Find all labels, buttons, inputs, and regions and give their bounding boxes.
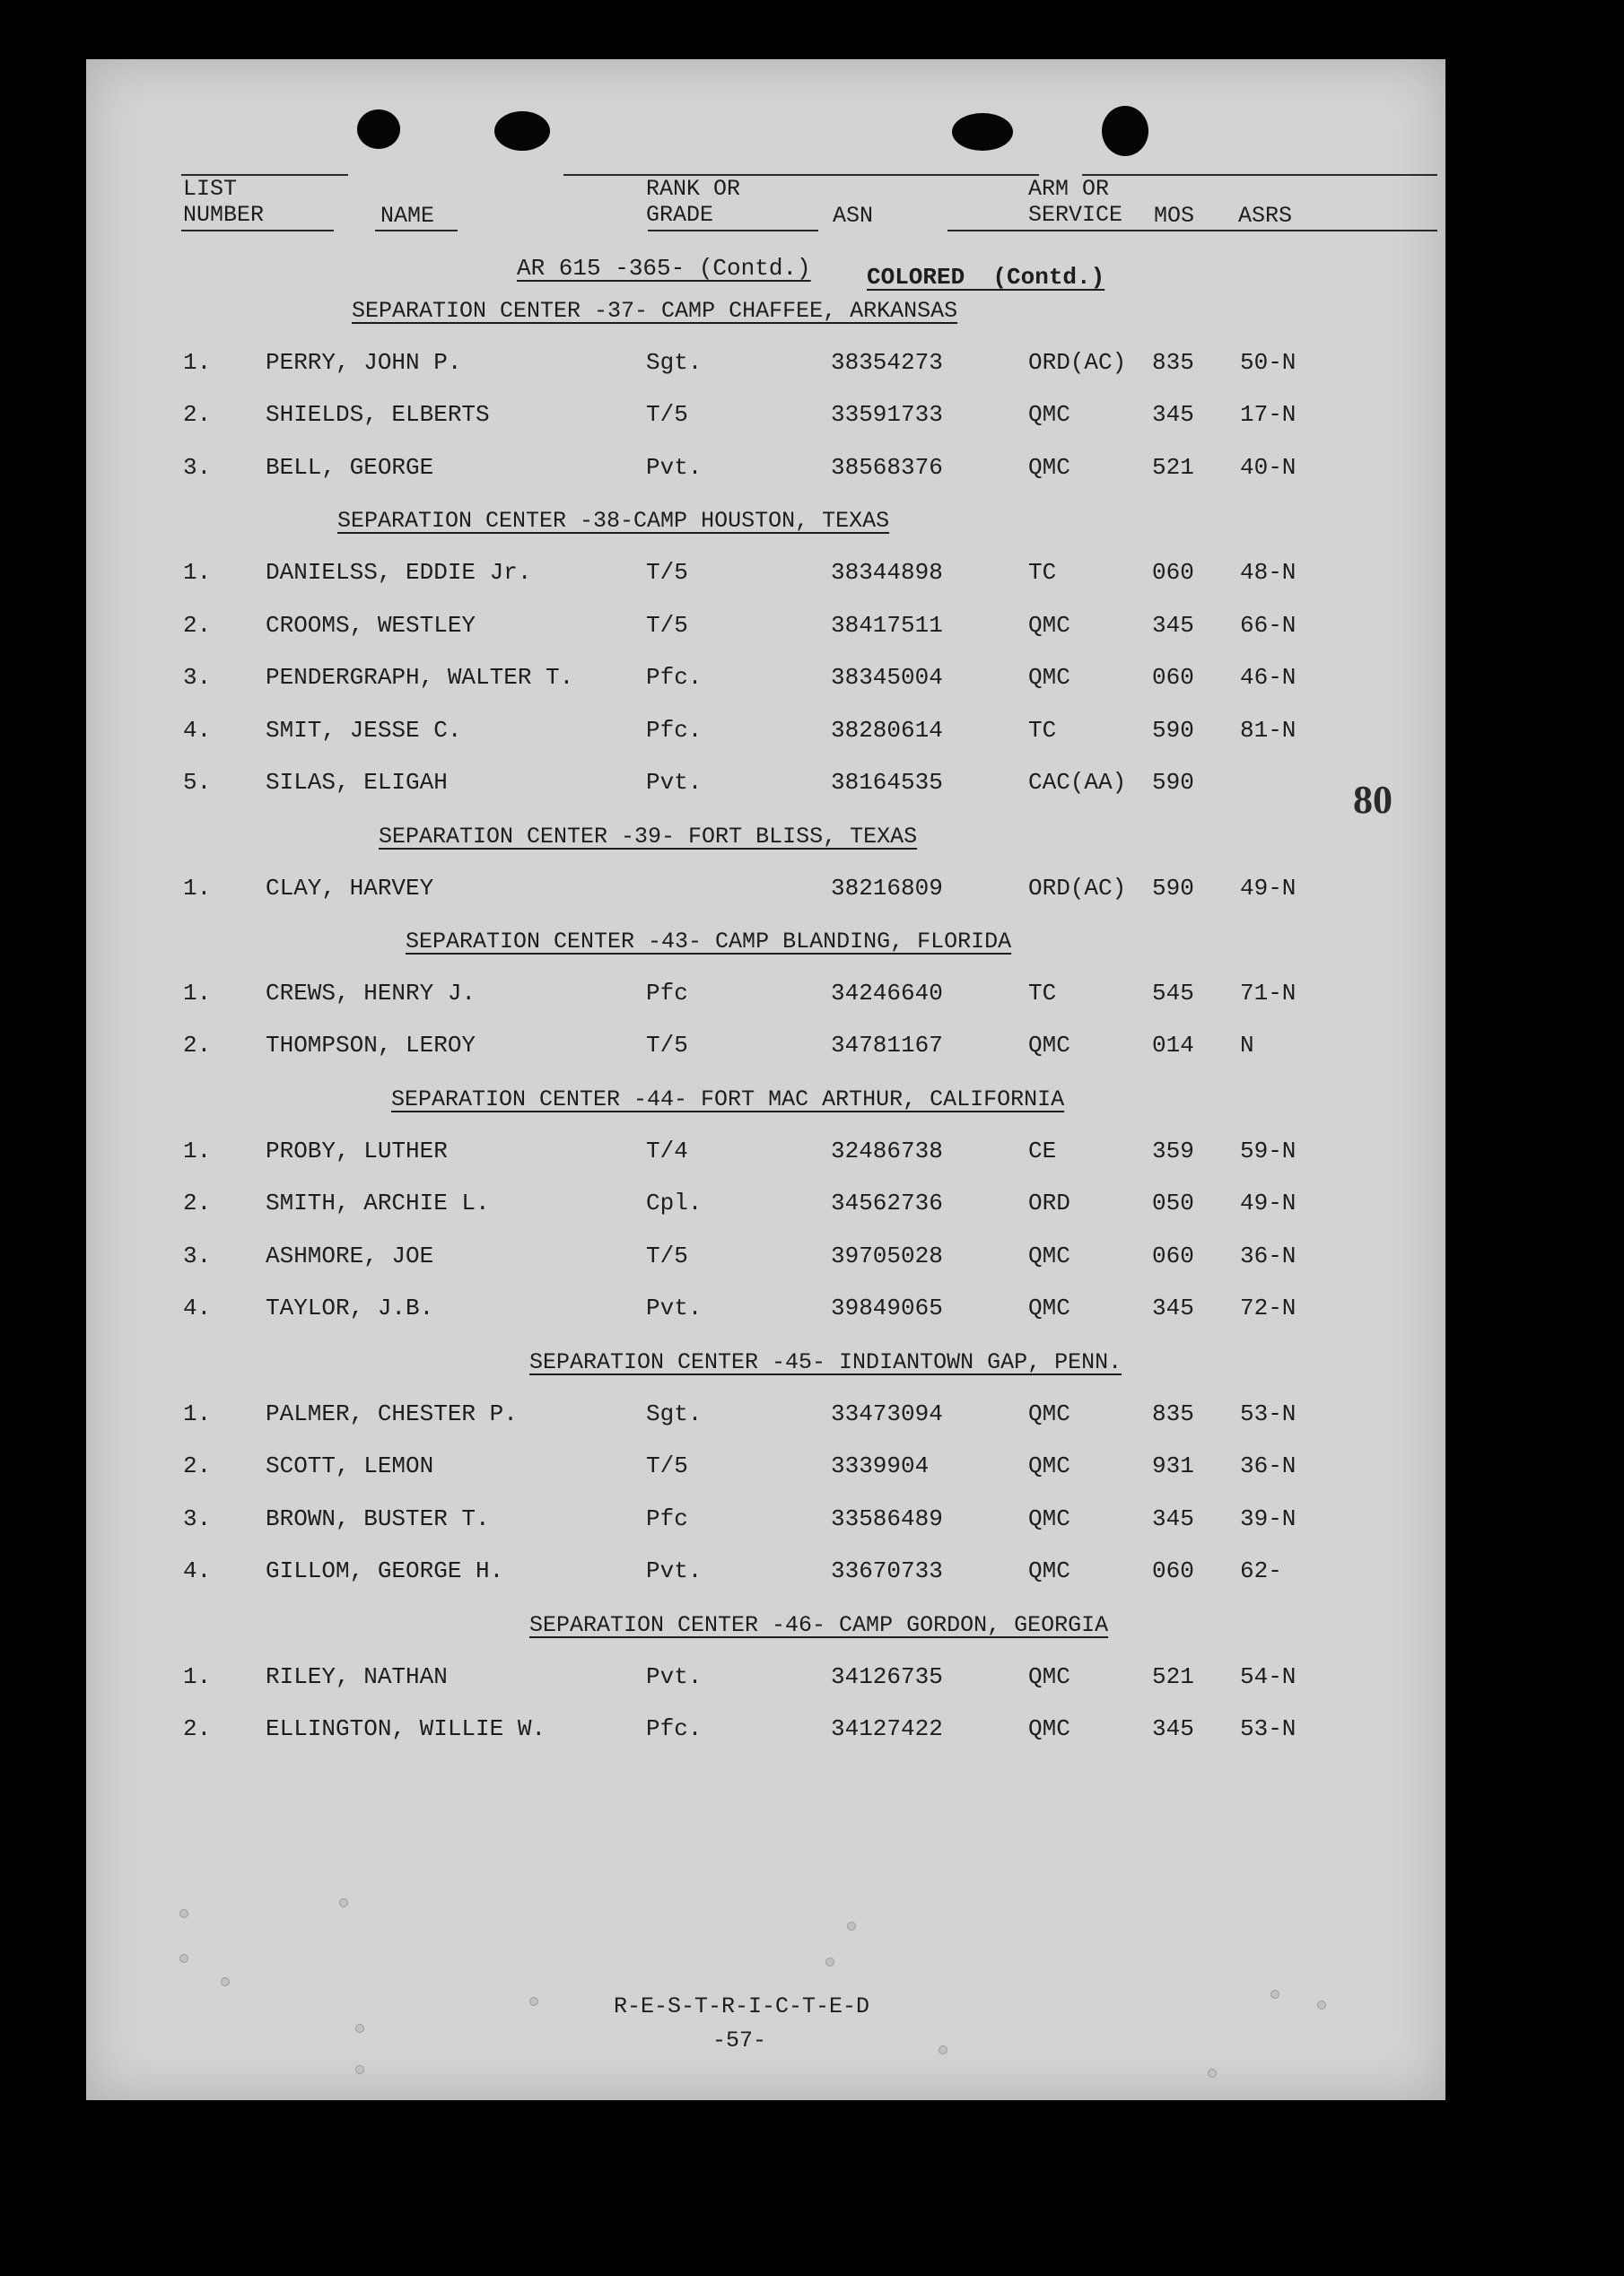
cell-rank: Pfc	[646, 1504, 688, 1532]
cell-asn: 32486738	[831, 1137, 943, 1164]
column-header-name: NAME	[380, 203, 435, 229]
cell-asrs: 40-N	[1240, 453, 1297, 481]
cell-num: 2.	[183, 611, 212, 639]
separation-center-heading: SEPARATION CENTER -45- INDIANTOWN GAP, PENN.	[529, 1349, 1122, 1375]
cell-asrs: 72-N	[1240, 1295, 1297, 1322]
cell-name: TAYLOR, J.B.	[266, 1295, 434, 1322]
cell-rank: T/4	[646, 1137, 688, 1164]
cell-asn: 34781167	[831, 1032, 943, 1060]
cell-mos: 931	[1152, 1452, 1194, 1480]
punch-hole	[357, 109, 400, 149]
cell-num: 2.	[183, 1715, 212, 1743]
cell-arm: TC	[1028, 559, 1057, 586]
header-rule	[375, 230, 458, 231]
cell-name: ELLINGTON, WILLIE W.	[266, 1715, 546, 1743]
cell-asn: 38345004	[831, 664, 943, 692]
cell-asrs: 53-N	[1240, 1400, 1297, 1427]
cell-mos: 590	[1152, 769, 1194, 797]
header-rule	[947, 230, 1437, 231]
cell-rank: Pvt.	[646, 1662, 703, 1690]
punch-hole	[952, 113, 1013, 151]
cell-name: BELL, GEORGE	[266, 453, 434, 481]
cell-rank: T/5	[646, 1032, 688, 1060]
cell-asn: 33670733	[831, 1557, 943, 1585]
paper-speck	[355, 2065, 364, 2074]
cell-asrs: 36-N	[1240, 1452, 1297, 1480]
cell-asn: 38568376	[831, 453, 943, 481]
cell-asn: 38344898	[831, 559, 943, 586]
separation-center-heading: SEPARATION CENTER -39- FORT BLISS, TEXAS	[379, 824, 918, 850]
page-number: -57-	[712, 2027, 767, 2054]
cell-arm: QMC	[1028, 1557, 1070, 1585]
cell-num: 3.	[183, 1504, 212, 1532]
cell-rank: T/5	[646, 1452, 688, 1480]
cell-name: PALMER, CHESTER P.	[266, 1400, 518, 1427]
cell-arm: ORD(AC)	[1028, 348, 1127, 376]
separation-center-heading: SEPARATION CENTER -38-CAMP HOUSTON, TEXAS	[337, 508, 890, 535]
cell-num: 1.	[183, 559, 212, 586]
cell-arm: QMC	[1028, 1662, 1070, 1690]
header-rule	[1082, 174, 1437, 176]
cell-name: CREWS, HENRY J.	[266, 979, 476, 1007]
cell-asrs: 54-N	[1240, 1662, 1297, 1690]
cell-asrs: 53-N	[1240, 1715, 1297, 1743]
cell-mos: 835	[1152, 1400, 1194, 1427]
cell-name: PERRY, JOHN P.	[266, 348, 462, 376]
cell-num: 1.	[183, 1400, 212, 1427]
column-header-list-number: LIST NUMBER	[183, 176, 265, 228]
cell-name: ASHMORE, JOE	[266, 1242, 434, 1269]
cell-asn: 33586489	[831, 1504, 943, 1532]
cell-name: PENDERGRAPH, WALTER T.	[266, 664, 574, 692]
paper-speck	[825, 1958, 834, 1966]
cell-asn: 34127422	[831, 1715, 943, 1743]
column-header-mos: MOS	[1154, 203, 1195, 229]
column-header-asn: ASN	[833, 203, 874, 229]
cell-arm: QMC	[1028, 1400, 1070, 1427]
cell-asrs: 36-N	[1240, 1242, 1297, 1269]
cell-mos: 345	[1152, 1295, 1194, 1322]
cell-rank: Pfc	[646, 979, 688, 1007]
cell-asrs: 59-N	[1240, 1137, 1297, 1164]
cell-arm: CAC(AA)	[1028, 769, 1127, 797]
cell-arm: QMC	[1028, 1242, 1070, 1269]
cell-num: 4.	[183, 1295, 212, 1322]
group-title: COLORED (Contd.)	[867, 264, 1105, 291]
cell-name: CROOMS, WESTLEY	[266, 611, 476, 639]
cell-mos: 345	[1152, 1504, 1194, 1532]
cell-asn: 33473094	[831, 1400, 943, 1427]
cell-arm: QMC	[1028, 1032, 1070, 1060]
separation-center-heading: SEPARATION CENTER -43- CAMP BLANDING, FLORIDA	[406, 929, 1012, 955]
cell-asrs: 62-	[1240, 1557, 1282, 1585]
margin-number: 80	[1353, 778, 1393, 822]
cell-rank: Pfc.	[646, 716, 703, 744]
cell-arm: QMC	[1028, 611, 1070, 639]
header-rule	[563, 174, 1039, 176]
cell-arm: QMC	[1028, 1504, 1070, 1532]
cell-rank: Sgt.	[646, 348, 703, 376]
cell-num: 4.	[183, 716, 212, 744]
cell-num: 1.	[183, 874, 212, 902]
cell-mos: 345	[1152, 401, 1194, 429]
cell-num: 2.	[183, 1032, 212, 1060]
cell-mos: 590	[1152, 716, 1194, 744]
cell-arm: TC	[1028, 716, 1057, 744]
cell-arm: ORD	[1028, 1190, 1070, 1217]
cell-rank: T/5	[646, 611, 688, 639]
cell-rank: Pfc.	[646, 1715, 703, 1743]
paper-speck	[179, 1909, 188, 1918]
cell-name: CLAY, HARVEY	[266, 874, 434, 902]
cell-asn: 33591733	[831, 401, 943, 429]
cell-num: 1.	[183, 1137, 212, 1164]
separation-center-heading: SEPARATION CENTER -44- FORT MAC ARTHUR, CALIFORNIA	[391, 1086, 1065, 1112]
cell-arm: CE	[1028, 1137, 1057, 1164]
cell-num: 4.	[183, 1557, 212, 1585]
cell-num: 2.	[183, 1452, 212, 1480]
cell-asrs: 81-N	[1240, 716, 1297, 744]
cell-name: GILLOM, GEORGE H.	[266, 1557, 504, 1585]
header-rule	[181, 230, 334, 231]
cell-asrs: 39-N	[1240, 1504, 1297, 1532]
cell-rank: Cpl.	[646, 1190, 703, 1217]
column-header-arm: ARM OR SERVICE	[1028, 176, 1123, 228]
cell-rank: T/5	[646, 401, 688, 429]
cell-name: SMITH, ARCHIE L.	[266, 1190, 490, 1217]
paper-speck	[221, 1977, 230, 1986]
cell-arm: QMC	[1028, 1715, 1070, 1743]
separation-center-heading: SEPARATION CENTER -37- CAMP CHAFFEE, ARKANSAS	[352, 298, 958, 324]
cell-asrs: 50-N	[1240, 348, 1297, 376]
paper-speck	[179, 1954, 188, 1963]
cell-asrs: 46-N	[1240, 664, 1297, 692]
cell-name: SCOTT, LEMON	[266, 1452, 434, 1480]
cell-rank: Pvt.	[646, 453, 703, 481]
cell-num: 2.	[183, 401, 212, 429]
paper-speck	[1270, 1990, 1279, 1999]
cell-mos: 060	[1152, 664, 1194, 692]
cell-asn: 34246640	[831, 979, 943, 1007]
paper-speck	[939, 2045, 947, 2054]
column-header-asrs: ASRS	[1238, 203, 1293, 229]
cell-asrs: 49-N	[1240, 874, 1297, 902]
cell-mos: 521	[1152, 453, 1194, 481]
punch-hole	[1102, 106, 1148, 156]
cell-num: 5.	[183, 769, 212, 797]
cell-name: SMIT, JESSE C.	[266, 716, 462, 744]
cell-asrs: 71-N	[1240, 979, 1297, 1007]
restricted-stamp: R-E-S-T-R-I-C-T-E-D	[614, 1993, 870, 2019]
cell-arm: QMC	[1028, 1295, 1070, 1322]
header-rule	[648, 230, 818, 231]
paper-speck	[1208, 2069, 1217, 2078]
cell-mos: 060	[1152, 1242, 1194, 1269]
cell-mos: 835	[1152, 348, 1194, 376]
cell-num: 1.	[183, 348, 212, 376]
cell-rank: Pvt.	[646, 1295, 703, 1322]
cell-asn: 39705028	[831, 1242, 943, 1269]
cell-arm: ORD(AC)	[1028, 874, 1127, 902]
cell-name: SILAS, ELIGAH	[266, 769, 448, 797]
cell-asrs: 48-N	[1240, 559, 1297, 586]
regulation-title: AR 615 -365- (Contd.)	[517, 255, 811, 282]
cell-rank: T/5	[646, 1242, 688, 1269]
cell-num: 3.	[183, 453, 212, 481]
cell-arm: TC	[1028, 979, 1057, 1007]
cell-mos: 014	[1152, 1032, 1194, 1060]
paper-speck	[847, 1922, 856, 1931]
cell-rank: Sgt.	[646, 1400, 703, 1427]
punch-hole	[494, 111, 550, 151]
paper-speck	[339, 1898, 348, 1907]
cell-mos: 345	[1152, 611, 1194, 639]
cell-asrs: N	[1240, 1032, 1254, 1060]
cell-asn: 38417511	[831, 611, 943, 639]
cell-asn: 38216809	[831, 874, 943, 902]
cell-mos: 345	[1152, 1715, 1194, 1743]
paper-speck	[355, 2024, 364, 2033]
cell-asn: 34126735	[831, 1662, 943, 1690]
document-page	[86, 59, 1445, 2100]
cell-num: 3.	[183, 664, 212, 692]
separation-center-heading: SEPARATION CENTER -46- CAMP GORDON, GEORGIA	[529, 1612, 1109, 1638]
cell-rank: Pvt.	[646, 1557, 703, 1585]
cell-asrs: 49-N	[1240, 1190, 1297, 1217]
cell-mos: 060	[1152, 559, 1194, 586]
cell-name: RILEY, NATHAN	[266, 1662, 448, 1690]
cell-asrs: 66-N	[1240, 611, 1297, 639]
cell-asn: 38164535	[831, 769, 943, 797]
cell-name: THOMPSON, LEROY	[266, 1032, 476, 1060]
cell-num: 1.	[183, 979, 212, 1007]
cell-asn: 38354273	[831, 348, 943, 376]
cell-arm: QMC	[1028, 1452, 1070, 1480]
cell-arm: QMC	[1028, 401, 1070, 429]
cell-asn: 3339904	[831, 1452, 930, 1480]
cell-rank: T/5	[646, 559, 688, 586]
cell-mos: 545	[1152, 979, 1194, 1007]
cell-name: DANIELSS, EDDIE Jr.	[266, 559, 532, 586]
cell-mos: 359	[1152, 1137, 1194, 1164]
cell-num: 1.	[183, 1662, 212, 1690]
cell-num: 3.	[183, 1242, 212, 1269]
cell-asrs: 17-N	[1240, 401, 1297, 429]
cell-name: PROBY, LUTHER	[266, 1137, 448, 1164]
cell-mos: 590	[1152, 874, 1194, 902]
cell-rank: Pvt.	[646, 769, 703, 797]
cell-mos: 050	[1152, 1190, 1194, 1217]
paper-speck	[529, 1997, 538, 2006]
cell-name: SHIELDS, ELBERTS	[266, 401, 490, 429]
cell-mos: 060	[1152, 1557, 1194, 1585]
cell-rank: Pfc.	[646, 664, 703, 692]
cell-arm: QMC	[1028, 664, 1070, 692]
cell-arm: QMC	[1028, 453, 1070, 481]
cell-mos: 521	[1152, 1662, 1194, 1690]
column-header-rank: RANK OR GRADE	[646, 176, 741, 228]
cell-asn: 38280614	[831, 716, 943, 744]
cell-asn: 39849065	[831, 1295, 943, 1322]
paper-speck	[1317, 2001, 1326, 2010]
cell-name: BROWN, BUSTER T.	[266, 1504, 490, 1532]
cell-asn: 34562736	[831, 1190, 943, 1217]
cell-num: 2.	[183, 1190, 212, 1217]
